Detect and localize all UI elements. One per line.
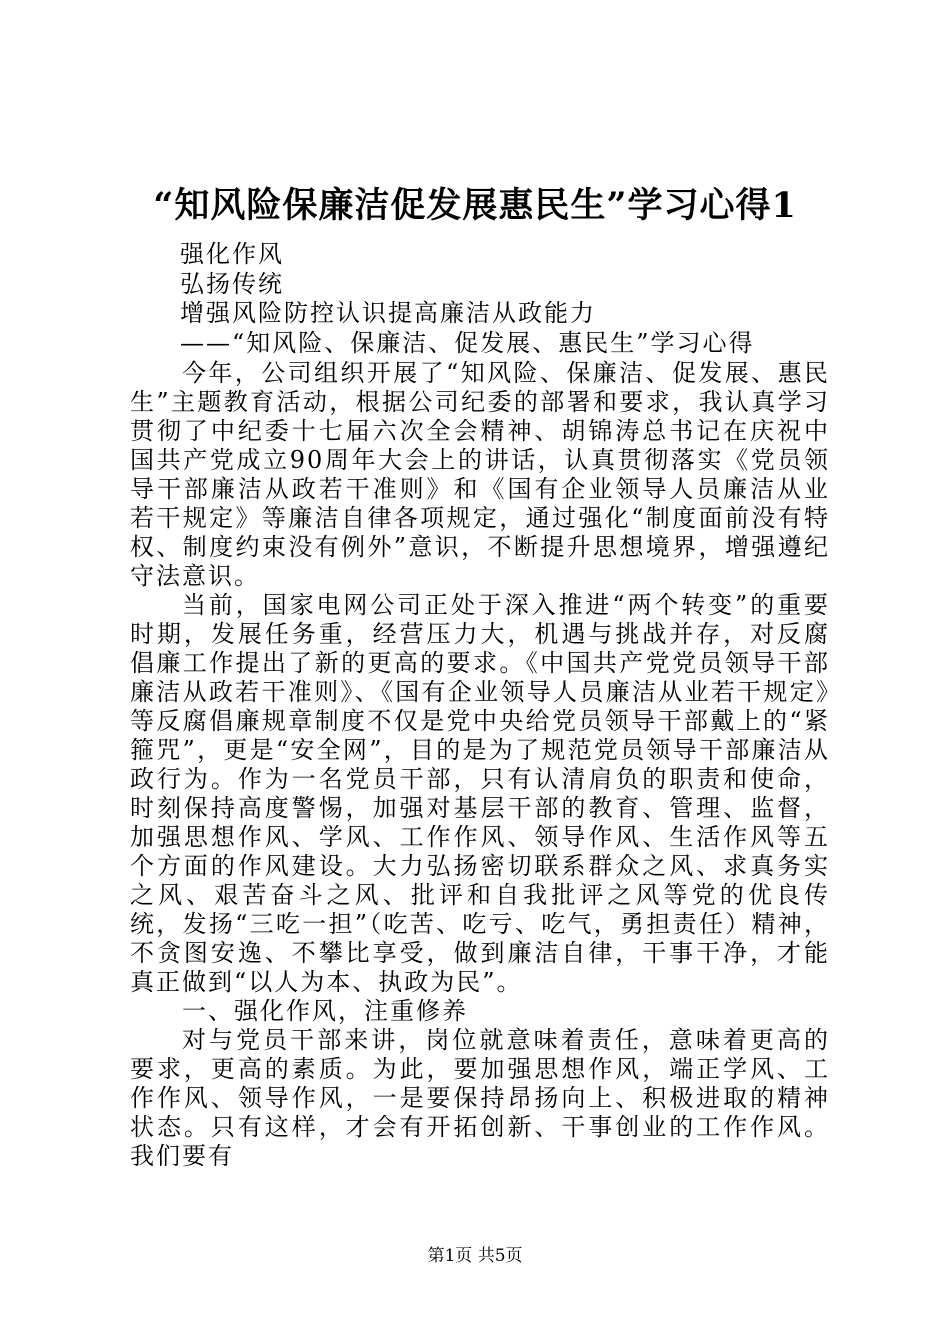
paragraph: 当前，国家电网公司正处于深入推进“两个转变”的重要时期，发展任务重，经营压力大，机遇与挑战并存，对反腐倡廉工作提出了新的更高的要求。《中国共产党党员领导干部廉洁从政若干准则》、《国有企业领导人员廉洁从业若干规定》等反腐倡廉规章制度不仅是党中央给党员领导干部戴上的“紧箍咒”，更是“安全网”，目的是为了规范党员领导干部廉洁从政行为。作为一名党员干部，只有认清肩负的职责和使命，时刻保持高度警惕，加强对基层干部的教育、管理、监督，加强思想作风、学风、工作作风、领导作风、生活作风等五个方面的作风建设。大力弘扬密切联系群众之风、求真务实之风、艰苦奋斗之风、批评和自我批评之风等党的优良传统，发扬“三吃一担”（吃苦、吃亏、吃气，勇担责任）精神，不贪图安逸、不攀比享受，做到廉洁自律，干事干净，才能真正做到“以人为本、执政为民”。	[130, 591, 830, 996]
paragraph: 今年，公司组织开展了“知风险、保廉洁、促发展、惠民生”主题教育活动，根据公司纪委的部署和要求，我认真学习贯彻了中纪委十七届六次全会精神、胡锦涛总书记在庆祝中国共产党成立90周年大会上的讲话，认真贯彻落实《党员领导干部廉洁从政若干准则》和《国有企业领导人员廉洁从业若干规定》等廉洁自律各项规定，通过强化“制度面前没有特权、制度约束没有例外”意识，不断提升思想境界，增强遵纪守法意识。	[130, 359, 830, 590]
page-footer: 第1页 共5页	[427, 1246, 523, 1266]
document-title: “知风险保廉洁促发展惠民生”学习心得1	[153, 185, 797, 226]
body-text	[130, 359, 830, 1171]
section-heading: 一、强化作风，注重修养	[182, 997, 468, 1025]
subtitle-line-3: 增强风险防控认识提高廉洁从政能力	[180, 299, 596, 327]
subtitle-line-2: 弘扬传统	[180, 270, 284, 298]
subtitle-line-4: ——“知风险、保廉洁、促发展、惠民生”学习心得	[180, 329, 755, 357]
paragraph: 对与党员干部来讲，岗位就意味着责任，意味着更高的要求，更高的素质。为此，要加强思想作风，端正学风、工作作风、领导作风，一是要保持昂扬向上、积极进取的精神状态。只有这样，才会有开拓创新、干事创业的工作作风。我们要有	[130, 1026, 830, 1170]
subtitle-line-1: 强化作风	[180, 240, 284, 268]
